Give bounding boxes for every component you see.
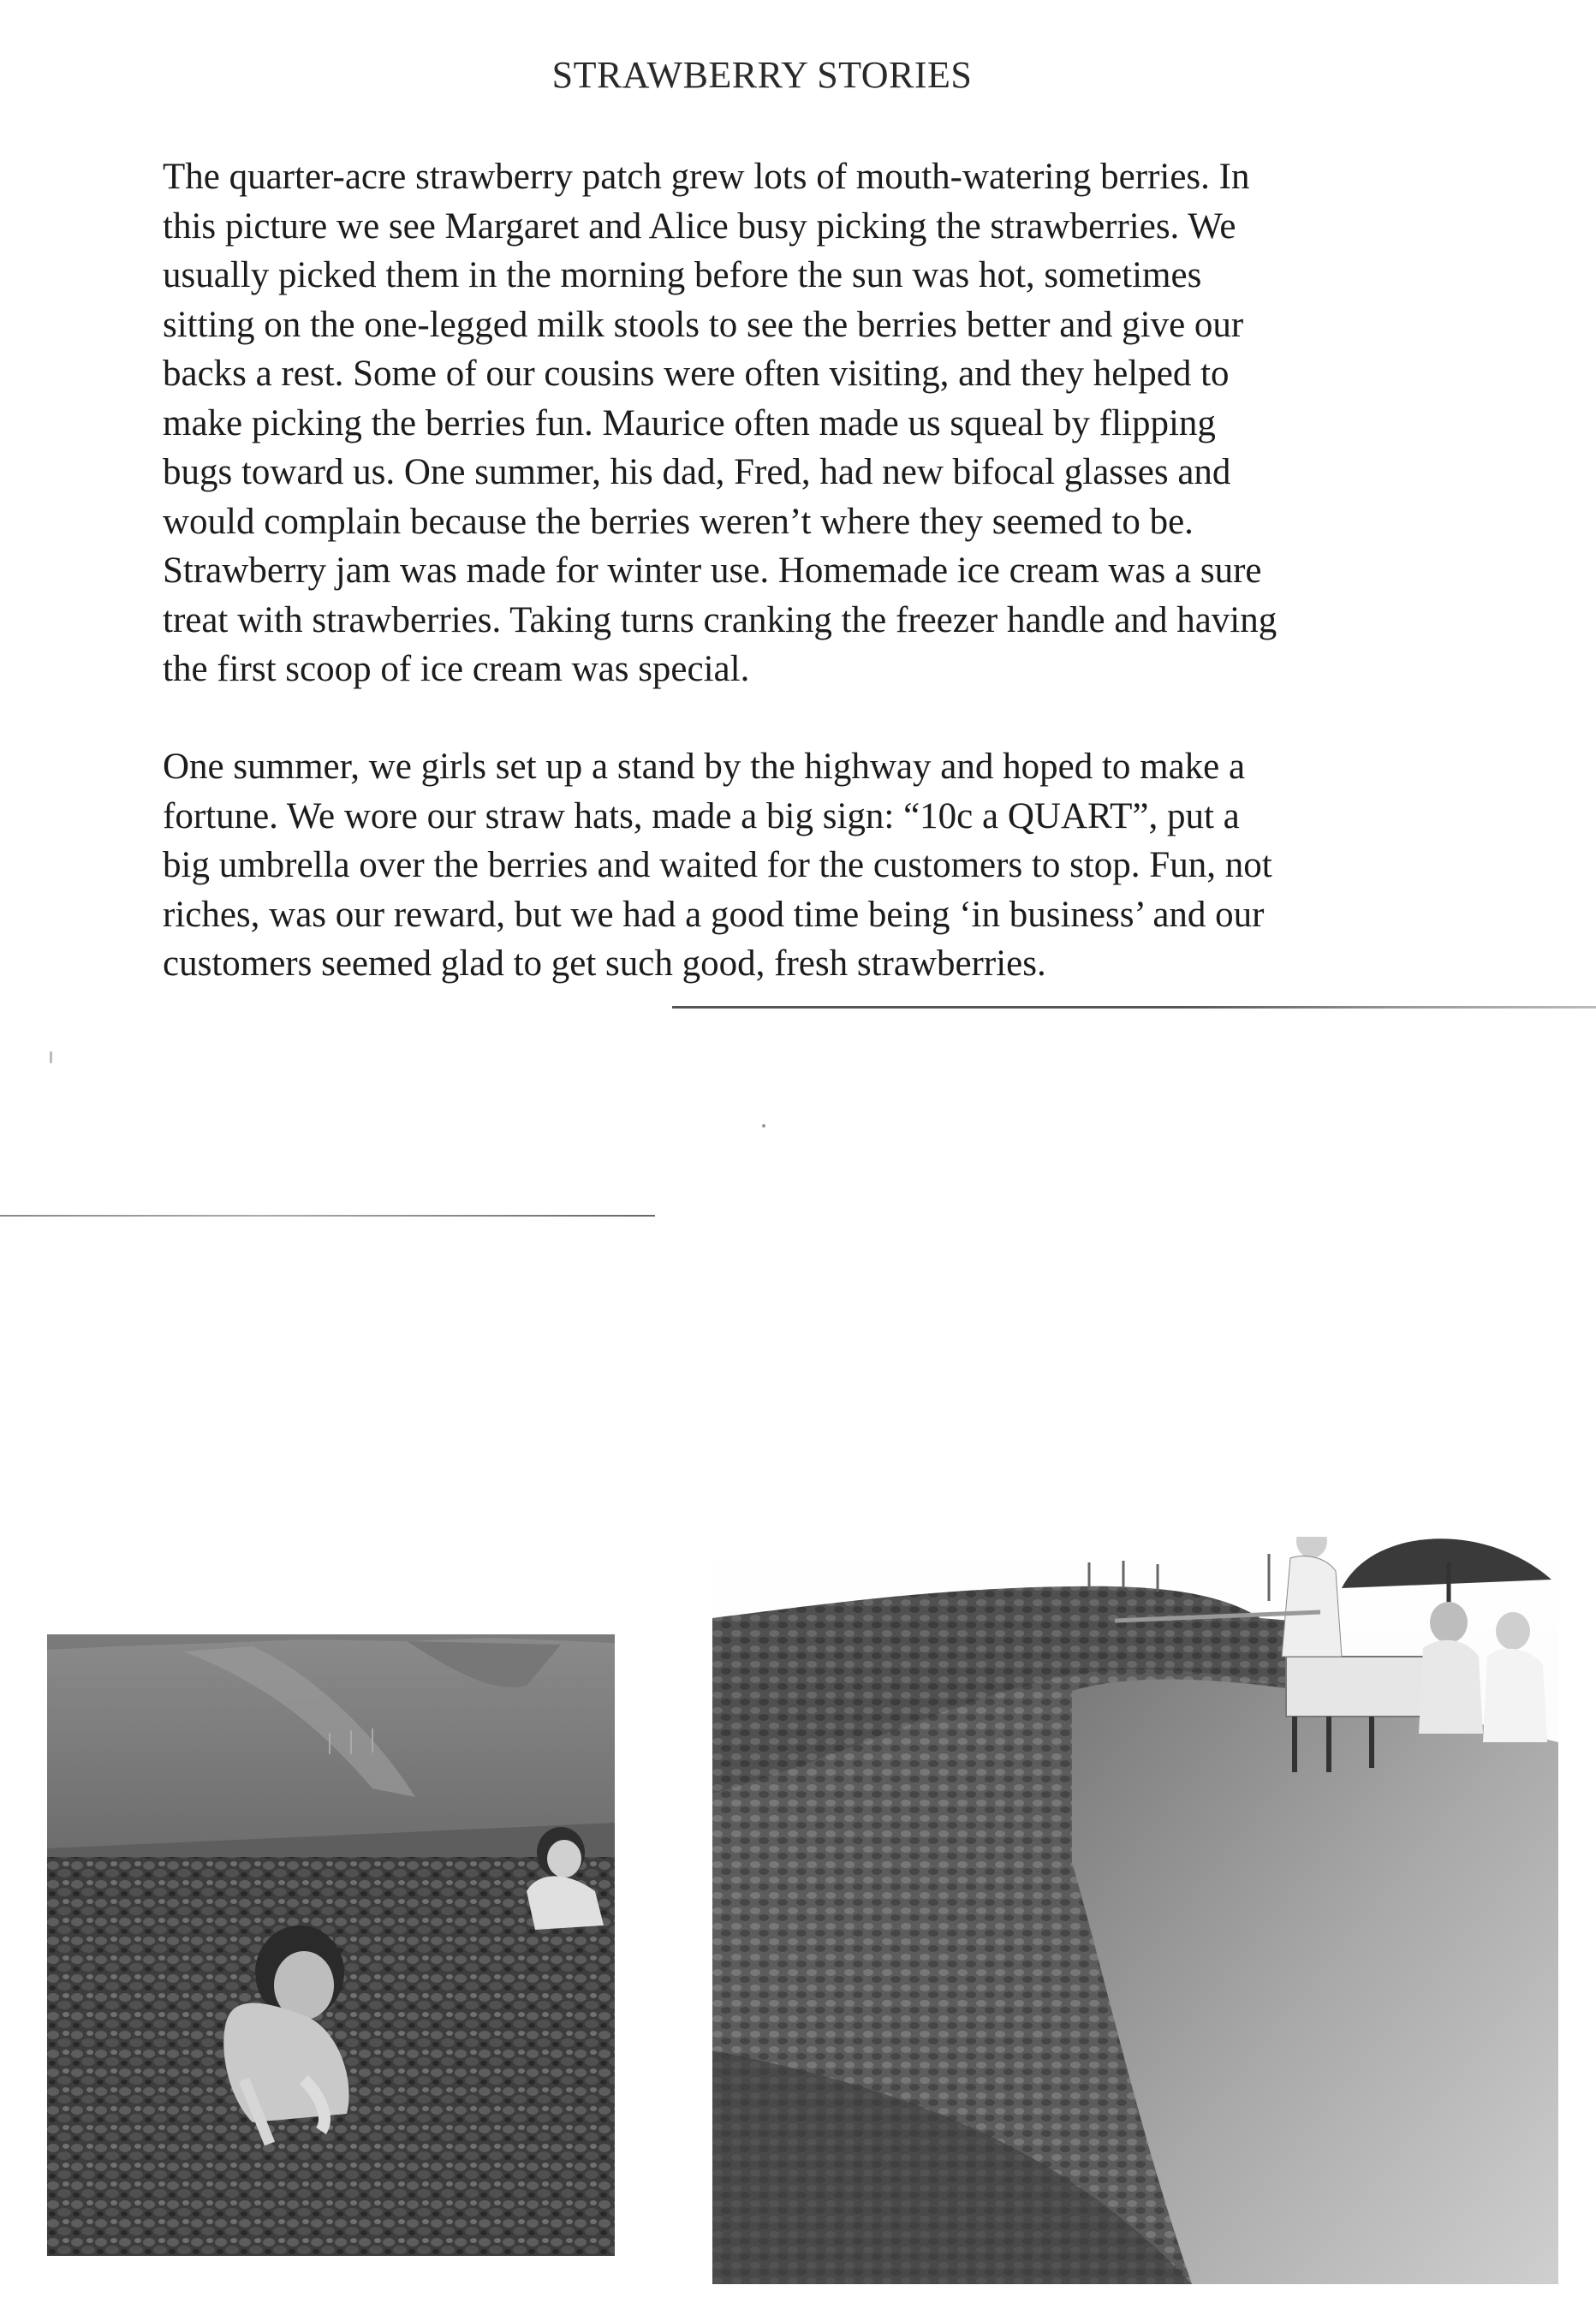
divider-line [672,1006,1596,1009]
text-line: big umbrella over the berries and waited for the customers to stop. Fun, not [163,845,1272,885]
photo-cutout-edge [0,1215,655,1217]
text-line: treat with strawberries. Taking turns cranking the freezer handle and having [163,599,1277,640]
text-line: sitting on the one-legged milk stools to see the berries better and give our [163,304,1244,345]
text-line: this picture we see Margaret and Alice busy picking the strawberries. We [163,205,1236,247]
text-line: usually picked them in the morning before the sun was hot, sometimes [163,255,1202,295]
photo-picking-strawberries [47,1634,615,2256]
text-line: bugs toward us. One summer, his dad, Fred, had new bifocal glasses and [163,452,1231,492]
text-line: riches, was our reward, but we had a good time being ‘in business’ and our [163,894,1265,935]
text-line: would complain because the berries weren’t where they seemed to be. [163,501,1194,542]
photo-roadside-stand [712,1537,1558,2284]
text-line: customers seemed glad to get such good, fresh strawberries. [163,943,1046,984]
text-line: fortune. We wore our straw hats, made a big sign: “10c a QUART”, put a [163,795,1240,836]
text-line: The quarter-acre strawberry patch grew lots of mouth-watering berries. In [163,157,1250,197]
paragraph-strawberry-stand [163,742,1272,989]
document-title: STRAWBERRY STORIES [551,54,973,96]
text-line: Strawberry jam was made for winter use. Homemade ice cream was a sure [163,550,1262,591]
scan-speck [762,1124,765,1128]
text-line: One summer, we girls set up a stand by the highway and hoped to make a [163,747,1246,787]
paragraph-strawberry-patch [163,152,1277,694]
scan-speck [50,1051,52,1063]
text-line: backs a rest. Some of our cousins were often visiting, and they helped to [163,354,1230,394]
text-line: the first scoop of ice cream was special. [163,649,750,689]
text-line: make picking the berries fun. Maurice often made us squeal by flipping [163,402,1216,443]
